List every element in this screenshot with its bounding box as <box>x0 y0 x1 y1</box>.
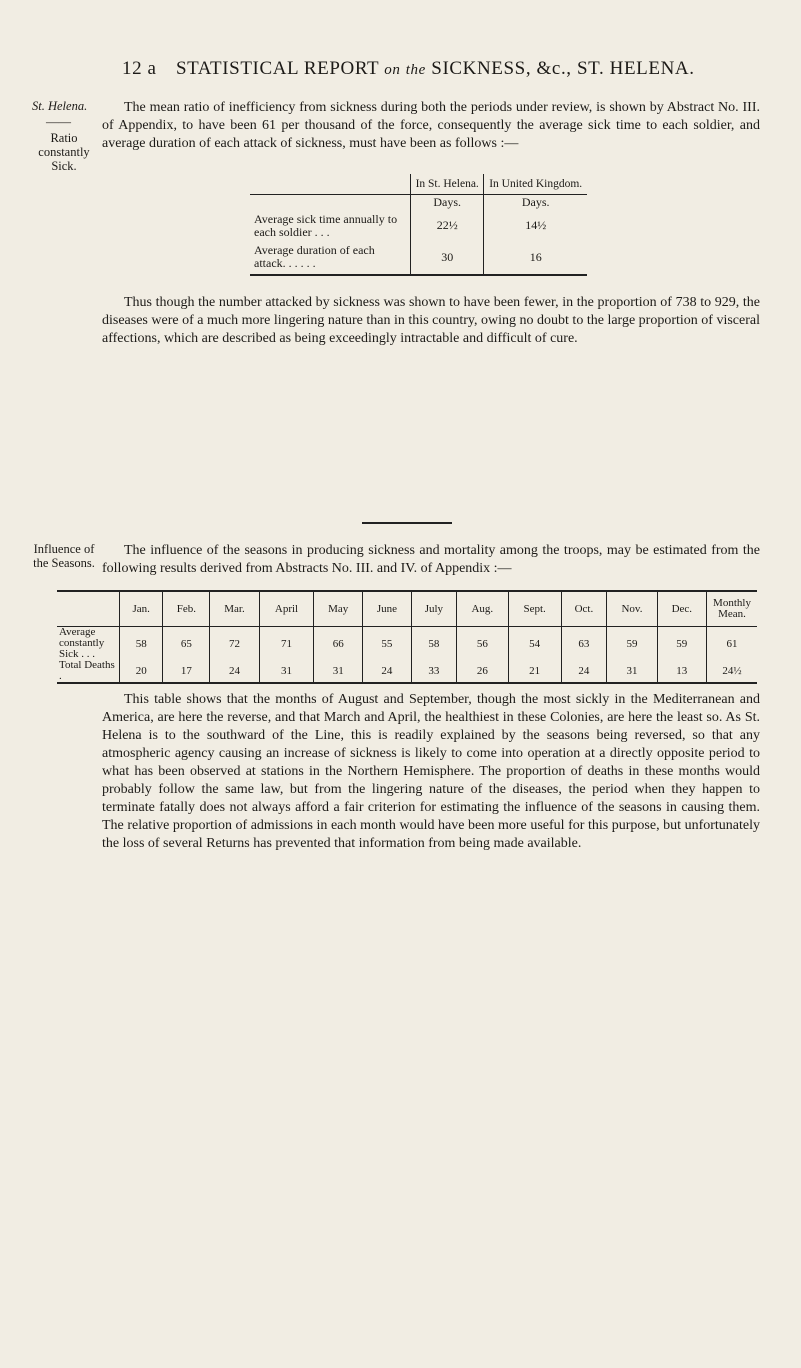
cell-value: 31 <box>607 660 657 683</box>
cell-value: 30 <box>411 241 484 275</box>
cell-value: 59 <box>607 627 657 661</box>
col-st-helena: In St. Helena. <box>411 174 484 195</box>
margin-note-ratio: Ratio constantly Sick. <box>38 131 90 173</box>
row-label: Average sick time annually to each soldier . . . <box>254 211 398 239</box>
header-title-suffix: SICKNESS, &c., ST. HELENA. <box>431 58 695 79</box>
col-month: May <box>314 591 363 627</box>
col-month: Jan. <box>120 591 163 627</box>
running-header <box>122 58 695 80</box>
paragraph-number-attacked: Thus though the number attacked by sickness was shown to have been fewer, in the proportion of 738 to 929, the diseases were of a much more lingering nature than in this country, owing no doubt to the large proportion of visceral affections, which are described as being exceedingly intractable and difficult of cure. <box>102 295 760 346</box>
cell-value: 24 <box>561 660 607 683</box>
col-month: Dec. <box>657 591 706 627</box>
margin-note-dash: —— <box>46 115 71 129</box>
cell-value: 31 <box>259 660 314 683</box>
cell-value: 65 <box>163 627 210 661</box>
page-number: 12 a <box>122 58 157 79</box>
margin-note-st-helena: St. Helena. <box>32 99 88 113</box>
cell-value: 66 <box>314 627 363 661</box>
cell-value: 31 <box>314 660 363 683</box>
cell-value: 71 <box>259 627 314 661</box>
col-month: Aug. <box>456 591 508 627</box>
cell-value: 24 <box>210 660 259 683</box>
header-title: STATISTICAL REPORT <box>175 58 379 79</box>
col-month: Sept. <box>508 591 561 627</box>
cell-value: 14½ <box>484 211 587 241</box>
col-month: July <box>411 591 456 627</box>
col-monthly-mean: Monthly Mean. <box>707 591 758 627</box>
col-month: Oct. <box>561 591 607 627</box>
header-on: on <box>384 62 401 78</box>
paragraph-table-analysis: This table shows that the months of August and September, though the most sickly in the Mediterranean and America, are here the reverse, and that March and April, the healthiest in these Colonies, are here the least so. As St. Helena is to the southward of the Line, this is readily explained by the seasons being reversed, so that any atmospheric agency causing an increase of sickness is likely to come into operation at a directly opposite period to what has been observed at stations in the Northern Hemisphere. The proportion of deaths in these months would probably follow the same law, but from the lingering nature of the diseases, the period when they happen to terminate fatally does not always afford a fair criterion for estimating the influence of the seasons in causing them. The relative proportion of admissions in each month would have been more useful for this purpose, but unfortunately the loss of several Returns has prevented that information from being made available. <box>102 692 760 851</box>
margin-note-influence: Influence of the Seasons. <box>33 542 95 570</box>
cell-value: 24½ <box>707 660 758 683</box>
col-month: Feb. <box>163 591 210 627</box>
unit-days: Days. <box>484 195 587 211</box>
cell-value: 56 <box>456 627 508 661</box>
cell-value: 24 <box>363 660 412 683</box>
section-divider <box>362 522 452 524</box>
col-month: Mar. <box>210 591 259 627</box>
row-label: Average duration of each attack. . . . . . <box>254 243 375 270</box>
cell-value: 72 <box>210 627 259 661</box>
unit-days: Days. <box>411 195 484 211</box>
cell-value: 17 <box>163 660 210 683</box>
cell-value: 61 <box>707 627 758 661</box>
cell-value: 22½ <box>411 211 484 241</box>
cell-value: 59 <box>657 627 706 661</box>
paragraph-ratio: The mean ratio of inefficiency from sickness during both the periods under review, is shown by Abstract No. III. of Appendix, to have been 61 per thousand of the force, consequently the average sick time to each soldier, and average duration of each attack of sickness, must have been as follows :— <box>102 100 760 151</box>
col-month: Nov. <box>607 591 657 627</box>
cell-value: 55 <box>363 627 412 661</box>
cell-value: 16 <box>484 241 587 275</box>
cell-value: 58 <box>411 627 456 661</box>
cell-value: 20 <box>120 660 163 683</box>
cell-value: 33 <box>411 660 456 683</box>
cell-value: 26 <box>456 660 508 683</box>
cell-value: 21 <box>508 660 561 683</box>
seasons-table <box>57 590 757 684</box>
col-united-kingdom: In United Kingdom. <box>484 174 587 195</box>
col-month: June <box>363 591 412 627</box>
cell-value: 54 <box>508 627 561 661</box>
header-the: the <box>405 62 426 78</box>
row-label: Total Deaths . <box>59 659 115 682</box>
paragraph-seasons: The influence of the seasons in producing sickness and mortality among the troops, may be estimated from the following results derived from Abstracts No. III. and IV. of Appendix :— <box>102 543 760 576</box>
row-label: Average constantly Sick . . . <box>59 626 105 660</box>
sick-time-table <box>250 174 587 276</box>
cell-value: 13 <box>657 660 706 683</box>
cell-value: 58 <box>120 627 163 661</box>
cell-value: 63 <box>561 627 607 661</box>
col-month: April <box>259 591 314 627</box>
